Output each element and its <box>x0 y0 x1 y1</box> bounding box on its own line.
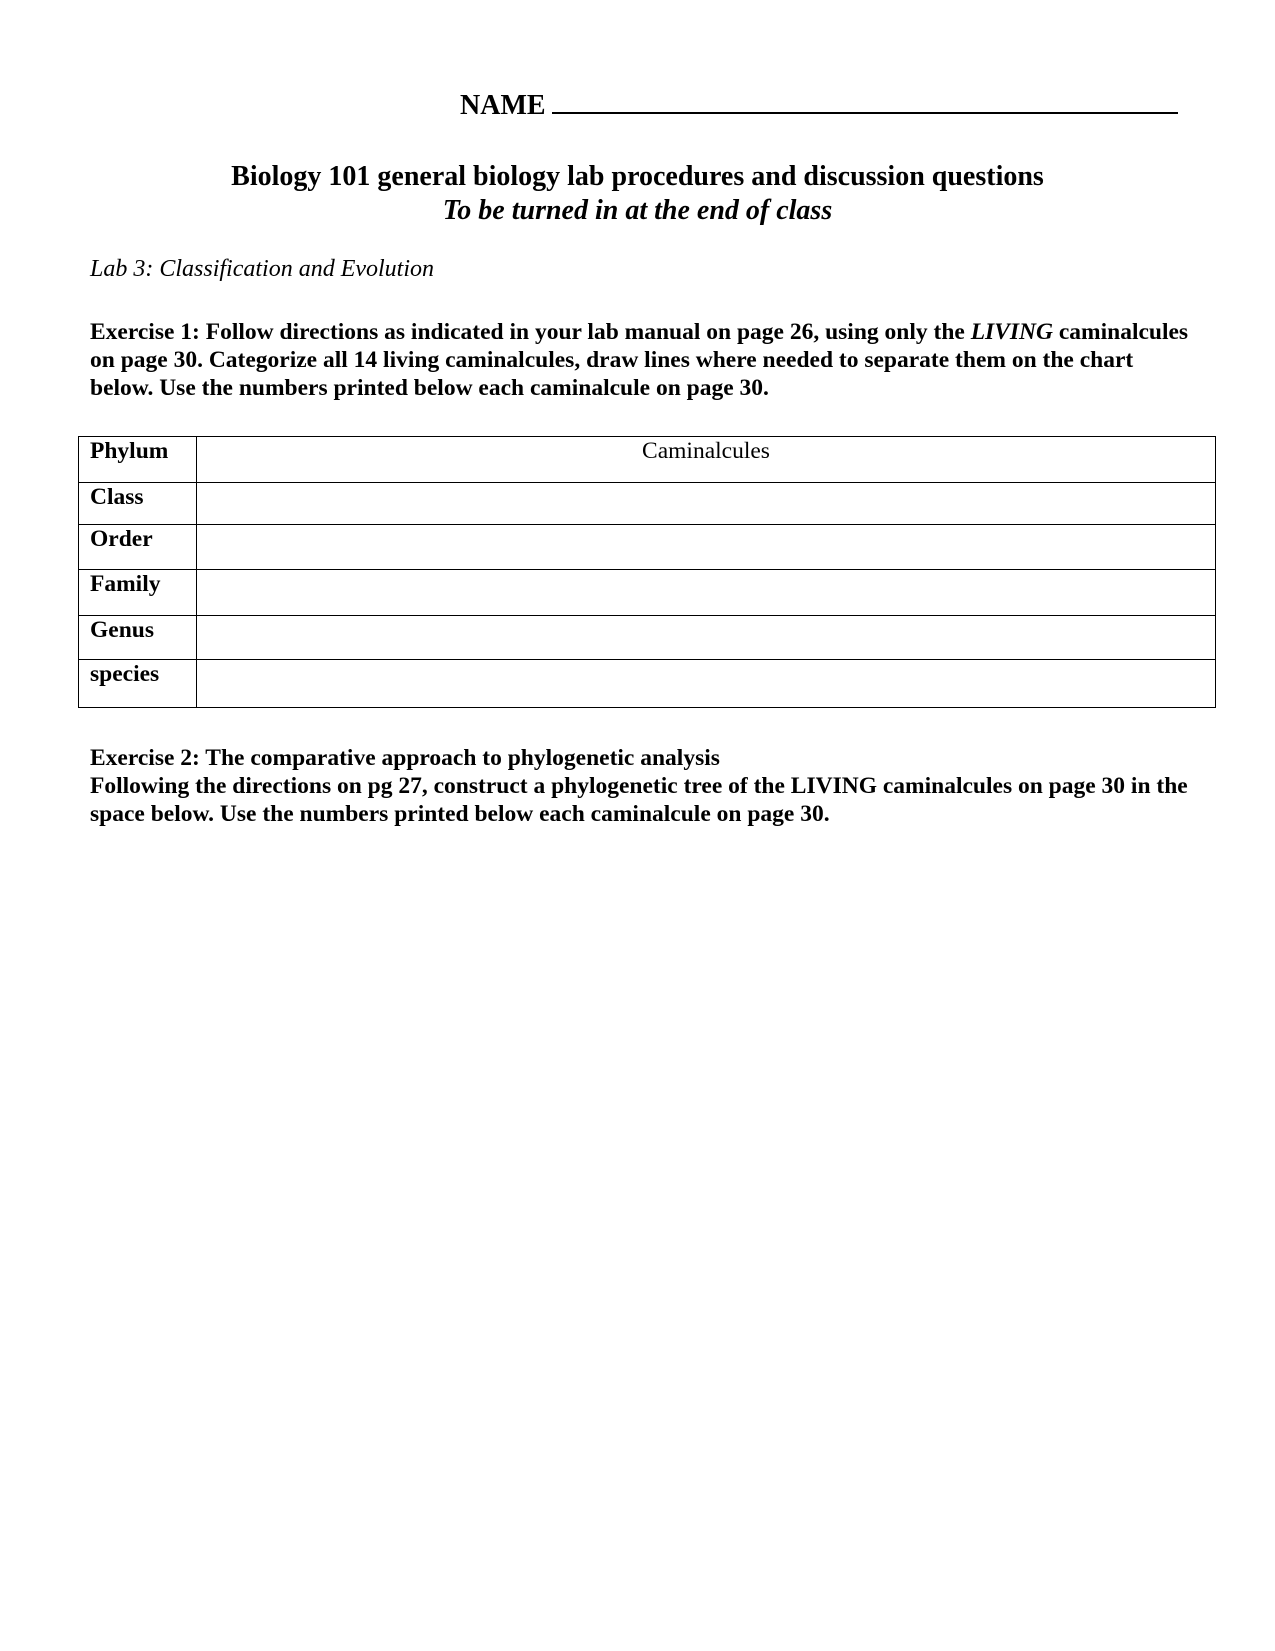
exercise1-text-part2: caminalcules on page 30. Categorize all 14 living caminalcules, draw lines where needed to separate them on the chart below. Use the numbers printed below each caminalcule on page 30. <box>90 319 1189 401</box>
name-label: NAME <box>460 90 546 121</box>
lab-heading: Lab 3: Classification and Evolution <box>90 256 435 282</box>
exercise2-title: Exercise 2: The comparative approach to phylogenetic analysis <box>90 745 720 771</box>
rank-label-phylum: Phylum <box>79 437 197 483</box>
table-row-class <box>79 483 1216 525</box>
table-row-species <box>79 660 1216 708</box>
classification-table <box>78 436 1216 708</box>
page-subtitle: To be turned in at the end of class <box>442 195 833 226</box>
name-underline[interactable] <box>552 88 1178 114</box>
rank-label-class: Class <box>79 483 197 525</box>
caminalcules-header[interactable]: Caminalcules <box>197 437 1216 483</box>
exercise2-instructions: Following the directions on pg 27, construct a phylogenetic tree of the LIVING caminalcules on page 30 in the space below. Use the numbers printed below each caminalcule on page 30. <box>90 773 1188 827</box>
exercise1-instructions <box>90 318 1200 402</box>
rank-label-genus: Genus <box>79 616 197 660</box>
rank-label-species: species <box>79 660 197 708</box>
genus-cell[interactable] <box>197 616 1216 660</box>
rank-label-family: Family <box>79 570 197 616</box>
exercise1-text-part1: Exercise 1: Follow directions as indicated in your lab manual on page 26, using only the <box>90 319 971 345</box>
table-row-order <box>79 525 1216 570</box>
family-cell[interactable] <box>197 570 1216 616</box>
table-row-phylum <box>79 437 1216 483</box>
rank-label-order: Order <box>79 525 197 570</box>
species-cell[interactable] <box>197 660 1216 708</box>
table-row-family <box>79 570 1216 616</box>
table-row-genus <box>79 616 1216 660</box>
order-cell[interactable] <box>197 525 1216 570</box>
class-cell[interactable] <box>197 483 1216 525</box>
page-title: Biology 101 general biology lab procedures and discussion questions <box>231 161 1044 192</box>
exercise1-emphasis: LIVING <box>970 319 1053 345</box>
name-field[interactable] <box>460 88 1178 122</box>
